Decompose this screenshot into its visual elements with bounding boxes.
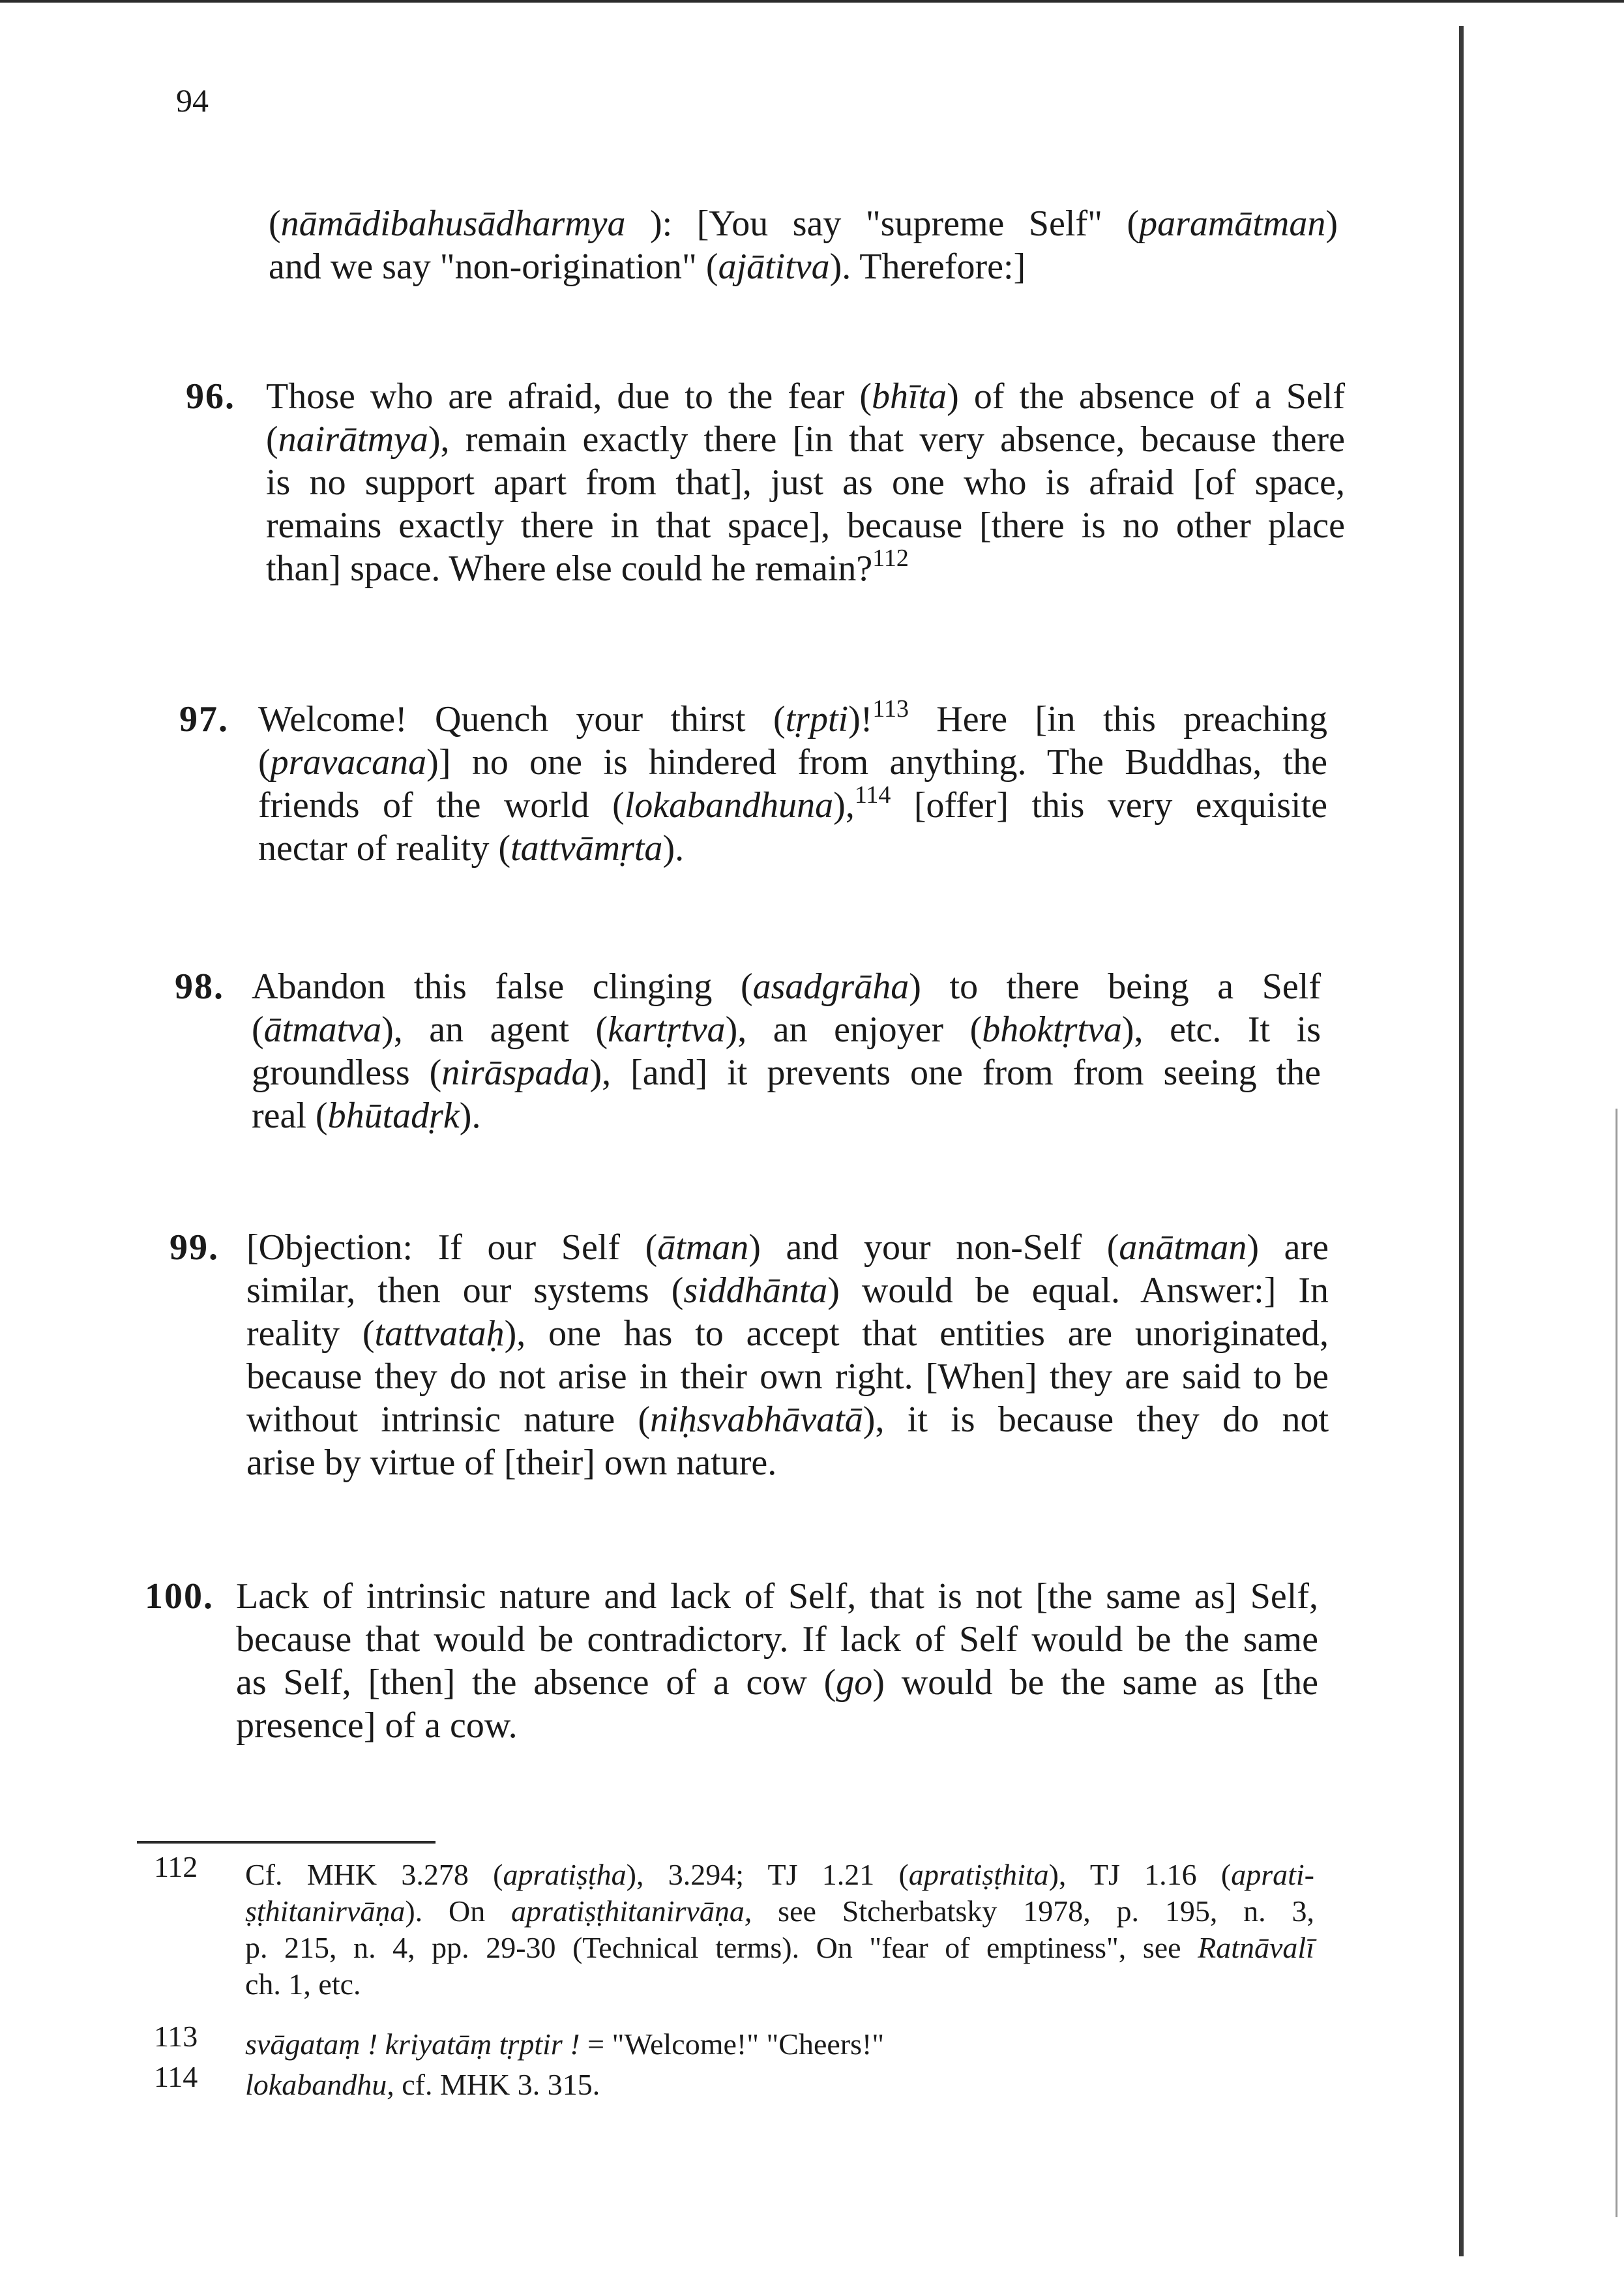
text-run: and we say "non-origination" ( xyxy=(269,247,718,287)
text-line xyxy=(246,1226,1329,1269)
text-run: [offer] this very exquisite xyxy=(891,785,1327,826)
stanza-97-text xyxy=(258,695,1327,870)
text-run: ). Therefore:] xyxy=(829,247,1026,287)
sanskrit-term: niḥsvabhāvatā xyxy=(650,1399,863,1440)
text-line: (nāmādibahusādharmya ): [You say "supreme Self" (paramātman) xyxy=(269,203,1338,244)
text-run: ), remain exactly there [in that very absence, because there xyxy=(428,419,1345,460)
text-run: ), 3.294; TJ 1.21 ( xyxy=(626,1858,909,1891)
text-run: = "Welcome!" "Cheers!" xyxy=(580,2027,885,2061)
text-run: ), an enjoyer ( xyxy=(725,1009,982,1050)
text-line xyxy=(245,1893,1314,1930)
stanza-96-text xyxy=(266,375,1345,590)
text-line xyxy=(252,1094,1321,1137)
sanskrit-term: lokabandhu, xyxy=(245,2068,394,2101)
text-run: friends of the world ( xyxy=(258,785,625,826)
text-run: ) are xyxy=(1247,1227,1329,1268)
text-line xyxy=(236,1661,1318,1704)
footnote-number-112: 112 xyxy=(154,1850,198,1883)
text-run: ) xyxy=(1325,203,1338,244)
text-line xyxy=(266,418,1345,461)
sanskrit-term: ātmatva xyxy=(263,1009,382,1050)
text-run: )] no one is hindered from anything. The Buddhas, the xyxy=(426,742,1327,783)
footnote-112 xyxy=(245,1857,1314,2003)
text-line: presence] of a cow. xyxy=(236,1705,518,1746)
footnote-number-114: 114 xyxy=(154,2060,198,2093)
text-run: see Stcherbatsky 1978, p. 195, n. 3, xyxy=(752,1894,1314,1928)
stanza-number-99: 99. xyxy=(170,1227,219,1268)
sanskrit-term: ajātitva xyxy=(718,247,830,287)
text-line xyxy=(269,245,1338,288)
text-run: ), an agent ( xyxy=(381,1009,608,1050)
text-run: )! xyxy=(848,699,873,740)
text-line: arise by virtue of [their] own nature. xyxy=(246,1442,777,1483)
sanskrit-term: anātman xyxy=(1119,1227,1247,1268)
text-run: ), it is because they do not xyxy=(863,1399,1329,1440)
sanskrit-term: apratiṣṭhita xyxy=(908,1858,1049,1891)
text-run: cf. MHK 3. 315. xyxy=(394,2068,600,2101)
text-line xyxy=(252,965,1321,1008)
text-run: ) of the absence of a Self xyxy=(947,376,1345,417)
text-run: ). xyxy=(459,1096,481,1136)
text-run: [Objection: If our Self ( xyxy=(246,1227,658,1268)
sanskrit-term: apratiṣṭhitanirvāṇa, xyxy=(511,1894,752,1928)
sanskrit-term: svāgataṃ ! kriyatāṃ tṛptir ! xyxy=(245,2027,580,2061)
text-line xyxy=(246,1269,1329,1312)
text-line: because they do not arise in their own right. [When] they are said to be xyxy=(246,1356,1329,1397)
sanskrit-term: ṣṭhitanirvāṇa xyxy=(245,1894,406,1928)
sanskrit-term: tṛpti xyxy=(785,699,849,740)
text-line xyxy=(246,1398,1329,1441)
sanskrit-term: paramātman xyxy=(1139,203,1326,244)
text-run: without intrinsic nature ( xyxy=(246,1399,651,1440)
text-run: ). xyxy=(662,828,685,869)
text-line xyxy=(245,2026,1314,2063)
footnote-114 xyxy=(245,2067,1314,2103)
text-run: nectar of reality ( xyxy=(258,828,511,869)
stanza-number-97: 97. xyxy=(179,699,229,740)
footnote-number-113: 113 xyxy=(154,2020,198,2053)
text-line: is no support apart from that], just as one who is afraid [of space, xyxy=(266,462,1345,503)
text-line xyxy=(258,827,1327,870)
sanskrit-term: asadgrāha xyxy=(752,966,909,1007)
text-line xyxy=(252,1051,1321,1094)
text-run: ) would be the same as [the xyxy=(872,1662,1318,1703)
text-run: Cf. MHK 3.278 ( xyxy=(245,1858,503,1891)
text-line: Lack of intrinsic nature and lack of Self, that is not [the same as] Self, xyxy=(236,1576,1318,1617)
footnote-ref-114[interactable]: 114 xyxy=(854,781,891,809)
footnote-ref-112[interactable]: 112 xyxy=(872,545,909,572)
page-number: 94 xyxy=(176,82,209,119)
footnote-ref-113[interactable]: 113 xyxy=(872,695,909,723)
sanskrit-term: aprati- xyxy=(1231,1858,1314,1891)
text-line xyxy=(266,375,1345,418)
stanza-number-100: 100. xyxy=(145,1576,214,1617)
sanskrit-term: bhīta xyxy=(872,376,947,417)
sanskrit-term: lokabandhuna xyxy=(624,785,834,826)
text-run: reality ( xyxy=(246,1313,375,1354)
text-line xyxy=(258,741,1327,784)
text-line xyxy=(252,1008,1321,1051)
stanza-100-text xyxy=(236,1575,1318,1747)
text-line: remains exactly there in that space], because [there is no other place xyxy=(266,505,1345,546)
text-run: ), etc. It is xyxy=(1121,1009,1321,1050)
sanskrit-term: nairātmya xyxy=(278,419,428,460)
text-line xyxy=(258,695,1327,741)
text-line: because that would be contradictory. If lack of Self would be the same xyxy=(236,1619,1318,1660)
text-title: Ratnāvalī xyxy=(1198,1931,1314,1964)
sanskrit-term: siddhānta xyxy=(683,1270,828,1311)
text-line: ch. 1, etc. xyxy=(245,1967,361,2001)
sanskrit-term: go xyxy=(836,1662,873,1703)
scan-right-margin-line xyxy=(1616,1109,1617,2217)
stanza-number-98: 98. xyxy=(175,966,224,1007)
text-line xyxy=(258,781,1327,827)
text-line xyxy=(245,2067,1314,2103)
text-run: ) and your non-Self ( xyxy=(748,1227,1119,1268)
intro-paragraph xyxy=(269,202,1338,288)
sanskrit-term: pravacana xyxy=(270,742,427,783)
text-run: ) to there being a Self xyxy=(909,966,1321,1007)
text-run: than] space. Where else could he remain? xyxy=(266,548,873,589)
text-run: ), xyxy=(833,785,855,826)
text-run: p. 215, n. 4, pp. 29-30 (Technical terms). On "fear of emptiness", see xyxy=(245,1931,1198,1964)
sanskrit-term: bhūtadṛk xyxy=(327,1096,460,1136)
sanskrit-term: apratiṣṭha xyxy=(503,1858,627,1891)
sanskrit-term: nāmādibahusādharmya xyxy=(280,203,626,244)
sanskrit-term: ātman xyxy=(657,1227,749,1268)
text-run: ( xyxy=(258,742,271,783)
text-run: groundless ( xyxy=(252,1053,442,1093)
text-line xyxy=(246,1312,1329,1355)
scan-right-edge xyxy=(1459,26,1464,2256)
text-run: ( xyxy=(252,1009,264,1050)
text-run: Here [in this preaching xyxy=(908,699,1327,740)
text-run: Welcome! Quench your thirst ( xyxy=(258,699,786,740)
text-run: Abandon this false clinging ( xyxy=(252,966,753,1007)
text-run: ( xyxy=(266,419,278,460)
sanskrit-term: bhoktṛtva xyxy=(982,1009,1122,1050)
text-run: ), TJ 1.16 ( xyxy=(1048,1858,1232,1891)
sanskrit-term: kartṛtva xyxy=(608,1009,726,1050)
text-run: ) would be equal. Answer:] In xyxy=(827,1270,1329,1311)
text-run: ). On xyxy=(405,1894,512,1928)
stanza-number-96: 96. xyxy=(186,376,235,417)
sanskrit-term: nirāspada xyxy=(441,1053,590,1093)
text-run: ), [and] it prevents one from from seeing the xyxy=(589,1053,1321,1093)
text-run: ): [You say "supreme Self" ( xyxy=(625,203,1140,244)
top-border-rule xyxy=(0,0,1624,3)
footnote-113 xyxy=(245,2026,1314,2063)
text-run: as Self, [then] the absence of a cow ( xyxy=(236,1662,836,1703)
text-run: similar, then our systems ( xyxy=(246,1270,684,1311)
text-run: ), one has to accept that entities are unoriginated, xyxy=(504,1313,1329,1354)
stanza-98-text xyxy=(252,965,1321,1137)
sanskrit-term: tattvāmṛta xyxy=(510,828,663,869)
sanskrit-term: tattvataḥ xyxy=(374,1313,505,1354)
stanza-99-text xyxy=(246,1226,1329,1484)
text-run: Those who are afraid, due to the fear ( xyxy=(266,376,872,417)
text-run: real ( xyxy=(252,1096,328,1136)
footnote-separator xyxy=(137,1841,436,1844)
text-line xyxy=(266,547,1345,590)
text-line xyxy=(245,1857,1314,1893)
text-line xyxy=(245,1930,1314,1966)
